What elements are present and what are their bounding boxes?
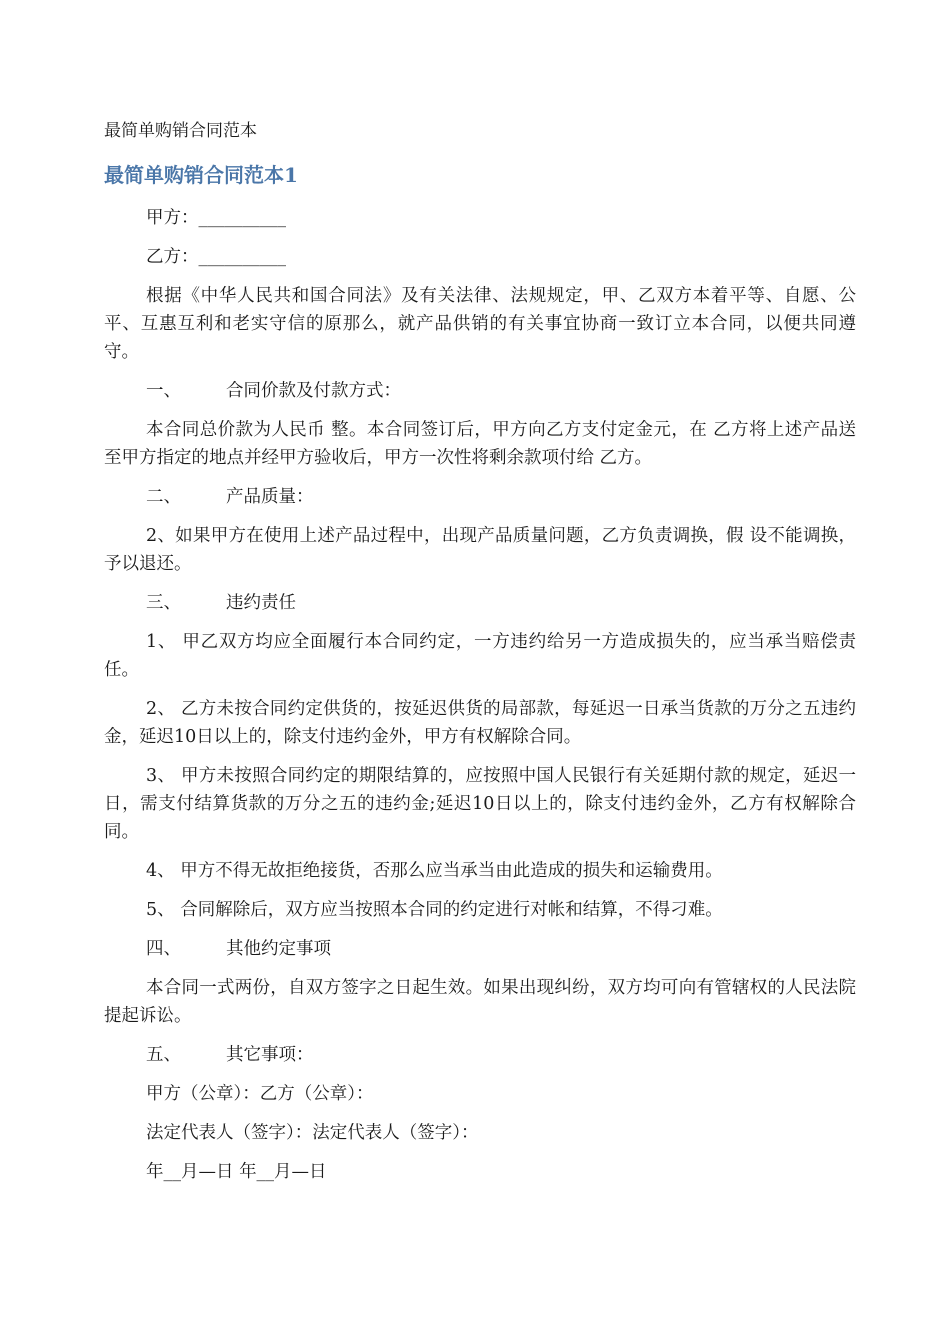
intro-paragraph: 根据《中华人民共和国合同法》及有关法律、法规规定，甲、乙双方本着平等、自愿、公平、互惠互利和老实守信的原那么，就产品供销的有关事宜协商一致订立本合同，以便共同遵守。: [104, 286, 856, 362]
party-a-blank: __________: [198, 208, 286, 228]
section-title: 违约责任: [226, 593, 296, 613]
section-title: 合同价款及付款方式：: [226, 381, 401, 401]
liability-item-2: 2、 乙方未按合同约定供货的，按延迟供货的局部款，每延迟一日承当货款的万分之五违约金，延迟10日以上的，除支付违约金外，甲方有权解除合同。: [104, 699, 856, 747]
document-file-title: 最简单购销合同范本: [104, 121, 257, 141]
section-number: 四、: [146, 939, 181, 959]
section-heading-1: [104, 377, 856, 405]
liability-item-5: 5、 合同解除后，双方应当按照本合同的约定进行对帐和结算，不得刁难。: [146, 900, 723, 920]
party-b-line: [104, 243, 856, 271]
section-title: 其它事项：: [226, 1045, 314, 1065]
section-number: 三、: [146, 593, 181, 613]
section-heading-2: [104, 483, 856, 511]
liability-item-4: 4、 甲方不得无故拒绝接货，否那么应当承当由此造成的损失和运输费用。: [146, 861, 723, 881]
party-a-line: [104, 204, 856, 232]
section-number: 二、: [146, 487, 181, 507]
section-heading-3: [104, 589, 856, 617]
payment-paragraph: 本合同总价款为人民币 整。本合同签订后，甲方向乙方支付定金元，在 乙方将上述产品送至甲方指定的地点并经甲方验收后，甲方一次性将剩余款项付给 乙方。: [104, 420, 856, 468]
section-heading-5: [104, 1041, 856, 1069]
document-heading: 最简单购销合同范本1: [104, 163, 298, 187]
party-b-blank: __________: [198, 247, 286, 267]
party-b-label: 乙方：: [146, 247, 199, 267]
dates-line: 年__月—日 年__月—日: [146, 1162, 327, 1182]
liability-item-3: 3、 甲方未按照合同约定的期限结算的，应按照中国人民银行有关延期付款的规定，延迟一日，需支付结算货款的万分之五的违约金;延迟10日以上的，除支付违约金外，乙方有权解除合同。: [104, 766, 856, 842]
section-title: 其他约定事项: [226, 939, 331, 959]
section-heading-4: [104, 935, 856, 963]
section-number: 五、: [146, 1045, 181, 1065]
seals-line: 甲方（公章）：乙方（公章）：: [146, 1084, 374, 1104]
section-number: 一、: [146, 381, 181, 401]
party-a-label: 甲方：: [146, 208, 199, 228]
document-body: [104, 204, 856, 1197]
liability-item-1: 1、 甲乙双方均应全面履行本合同约定，一方违约给另一方造成损失的，应当承当赔偿责任。: [104, 632, 856, 680]
section-title: 产品质量：: [226, 487, 314, 507]
quality-paragraph: 2、如果甲方在使用上述产品过程中，出现产品质量问题，乙方负责调换，假 设不能调换，予以退还。: [104, 526, 856, 574]
other-paragraph: 本合同一式两份，自双方签字之日起生效。如果出现纠纷，双方均可向有管辖权的人民法院提起诉讼。: [104, 978, 856, 1026]
representatives-line: 法定代表人（签字）：法定代表人（签字）：: [146, 1123, 479, 1143]
